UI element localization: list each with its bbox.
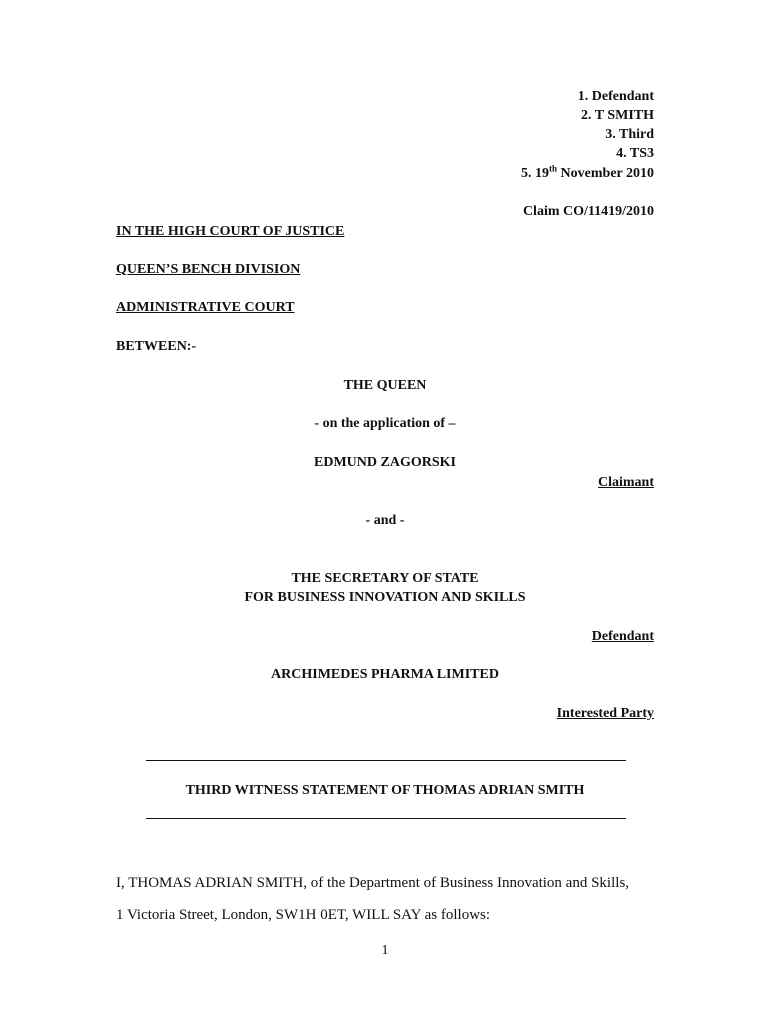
statement-title: THIRD WITNESS STATEMENT OF THOMAS ADRIAN SMITH bbox=[185, 783, 585, 798]
ref-date-prefix: 5. 19 bbox=[521, 166, 550, 181]
between-label: BETWEEN:- bbox=[116, 339, 197, 354]
title-rule-top bbox=[146, 760, 626, 761]
interested-party-name: ARCHIMEDES PHARMA LIMITED bbox=[271, 667, 499, 682]
claimant-name: EDMUND ZAGORSKI bbox=[314, 455, 456, 470]
body-line-1: I, THOMAS ADRIAN SMITH, of the Department of Business Innovation and Skills, bbox=[116, 875, 630, 891]
claimant-role: Claimant bbox=[598, 475, 654, 490]
interested-party-role: Interested Party bbox=[556, 706, 654, 721]
application-line: - on the application of – bbox=[314, 416, 456, 431]
and-separator: - and - bbox=[365, 513, 405, 528]
title-rule-bottom bbox=[146, 818, 626, 819]
ref-exhibits: 4. TS3 bbox=[616, 146, 654, 161]
ref-party: 1. Defendant bbox=[577, 89, 654, 104]
page-number: 1 bbox=[381, 943, 389, 958]
court-line-2: QUEEN’S BENCH DIVISION bbox=[116, 262, 301, 277]
defendant-line-1: THE SECRETARY OF STATE bbox=[291, 571, 479, 586]
body-line-2: 1 Victoria Street, London, SW1H 0ET, WILL SAY as follows: bbox=[116, 907, 491, 923]
crown: THE QUEEN bbox=[343, 378, 427, 393]
ref-witness: 2. T SMITH bbox=[580, 108, 654, 123]
ref-date-suffix: November 2010 bbox=[557, 166, 654, 181]
ref-statement-no: 3. Third bbox=[605, 127, 654, 142]
defendant-role: Defendant bbox=[591, 629, 654, 644]
defendant-line-2: FOR BUSINESS INNOVATION AND SKILLS bbox=[244, 590, 526, 605]
ref-date bbox=[521, 163, 654, 182]
court-line-3: ADMINISTRATIVE COURT bbox=[116, 300, 295, 315]
court-line-1: IN THE HIGH COURT OF JUSTICE bbox=[116, 224, 345, 239]
ref-date-sup: th bbox=[549, 163, 558, 174]
ref-claim: Claim CO/11419/2010 bbox=[522, 204, 654, 219]
